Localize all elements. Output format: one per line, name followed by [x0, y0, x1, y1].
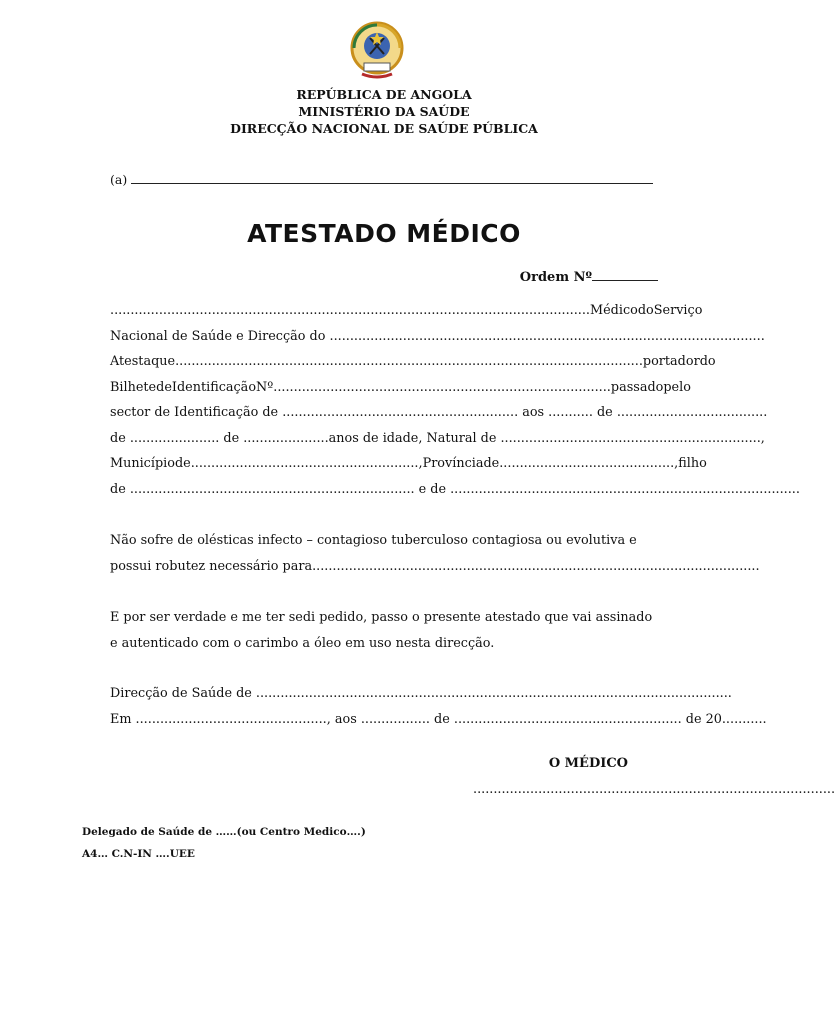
body-row: de ...................................................................... e de ......................................................................................	[110, 481, 800, 497]
body-paragraph-1	[110, 298, 800, 502]
header-republic: REPÚBLICA DE ANGOLA	[296, 87, 472, 102]
body-paragraph-3	[110, 605, 658, 656]
document-title: ATESTADO MÉDICO	[247, 219, 521, 248]
body-row: sector de Identificação de .......................................................... aos ........... de .....................................	[110, 405, 768, 420]
body-row: e autenticado com o carimbo a óleo em uso nesta direcção.	[110, 635, 495, 651]
body-row: Não sofre de olésticas infecto – contagioso tuberculoso contagiosa ou evolutiva e	[110, 533, 637, 548]
ordem-label: Ordem Nº	[519, 270, 592, 285]
body-row: E por ser verdade e me ter sedi pedido, passo o presente atestado que vai assinado	[110, 610, 653, 625]
doctor-label: O MÉDICO	[548, 756, 628, 771]
addressee-prefix: (a)	[110, 172, 128, 187]
body-row: ...................................................................................................................... Médico do Serviço	[110, 303, 703, 318]
footer-delegate: Delegado de Saúde de ……(ou Centro Medico….)	[82, 826, 366, 838]
body-row: Município de ........................................................, Província de ..........................................., filho	[110, 456, 707, 471]
body-row: de ...................... de .....................anos de idade, Natural de ................................................................,	[110, 430, 765, 446]
body-paragraph-2	[110, 528, 760, 579]
header-directorate: DIRECÇÃO NACIONAL DE SAÚDE PÚBLICA	[230, 121, 538, 136]
ordem-blank	[592, 268, 658, 281]
addressee-blank	[131, 172, 653, 184]
date-line: Em ..............................................., aos ................. de ........................................................ de 20...........	[110, 711, 767, 727]
ordem-number	[520, 268, 658, 285]
addressee-line	[110, 172, 660, 187]
body-row: possui robutez necessário para..............................................................................................................	[110, 558, 760, 574]
signature-line: .........................................................................................	[473, 782, 835, 797]
direccao-line: Direcção de Saúde de .....................................................................................................................	[110, 686, 732, 701]
header-ministry: MINISTÉRIO DA SAÚDE	[298, 104, 470, 119]
body-row: Nacional de Saúde e Direcção do ...........................................................................................................	[110, 328, 765, 344]
body-row: Bilhete de Identificação Nº ................................................................................... passado pelo	[110, 379, 691, 395]
place-date-block	[110, 681, 767, 732]
footer-reference: A4… C.N-IN ….UEE	[82, 848, 195, 860]
angola-coat-of-arms-icon	[348, 20, 406, 82]
body-row: Atesta que ................................................................................................................... portador do	[110, 354, 716, 369]
